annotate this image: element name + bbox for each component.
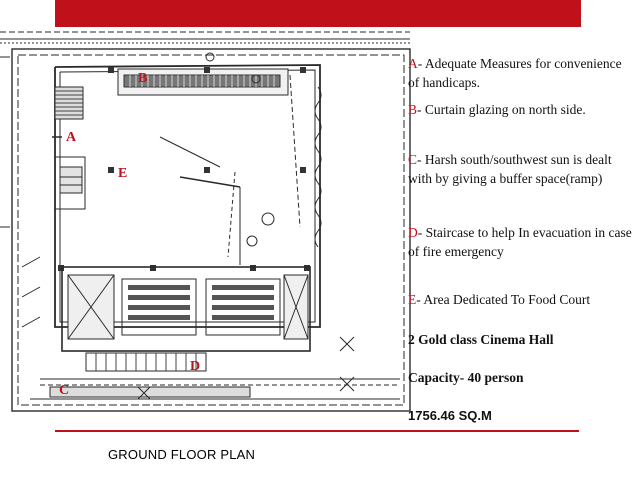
footer-divider xyxy=(55,430,579,432)
plan-label-c: C xyxy=(59,383,70,398)
capacity-text: Capacity- 40 person xyxy=(408,370,524,385)
note-d: D- Staircase to help In evacuation in case of fire emergency xyxy=(408,225,632,259)
area-text: 1756.46 SQ.M xyxy=(408,408,492,423)
note-a: A- Adequate Measures for convenience of handicaps. xyxy=(408,56,622,90)
title-bar xyxy=(55,0,581,27)
plan-caption: GROUND FLOOR PLAN xyxy=(108,447,256,462)
plan-label-a: A xyxy=(66,130,77,145)
plan-label-e: E xyxy=(118,166,128,181)
cinema-halls-text: 2 Gold class Cinema Hall xyxy=(408,332,554,347)
note-c: C- Harsh south/southwest sun is dealt with by giving a buffer space(ramp) xyxy=(408,152,612,186)
plan-label-d: D xyxy=(190,359,201,374)
plan-label-b: B xyxy=(138,71,148,86)
note-e: E- Area Dedicated To Food Court xyxy=(408,292,591,307)
note-b: B- Curtain glazing on north side. xyxy=(408,102,586,117)
